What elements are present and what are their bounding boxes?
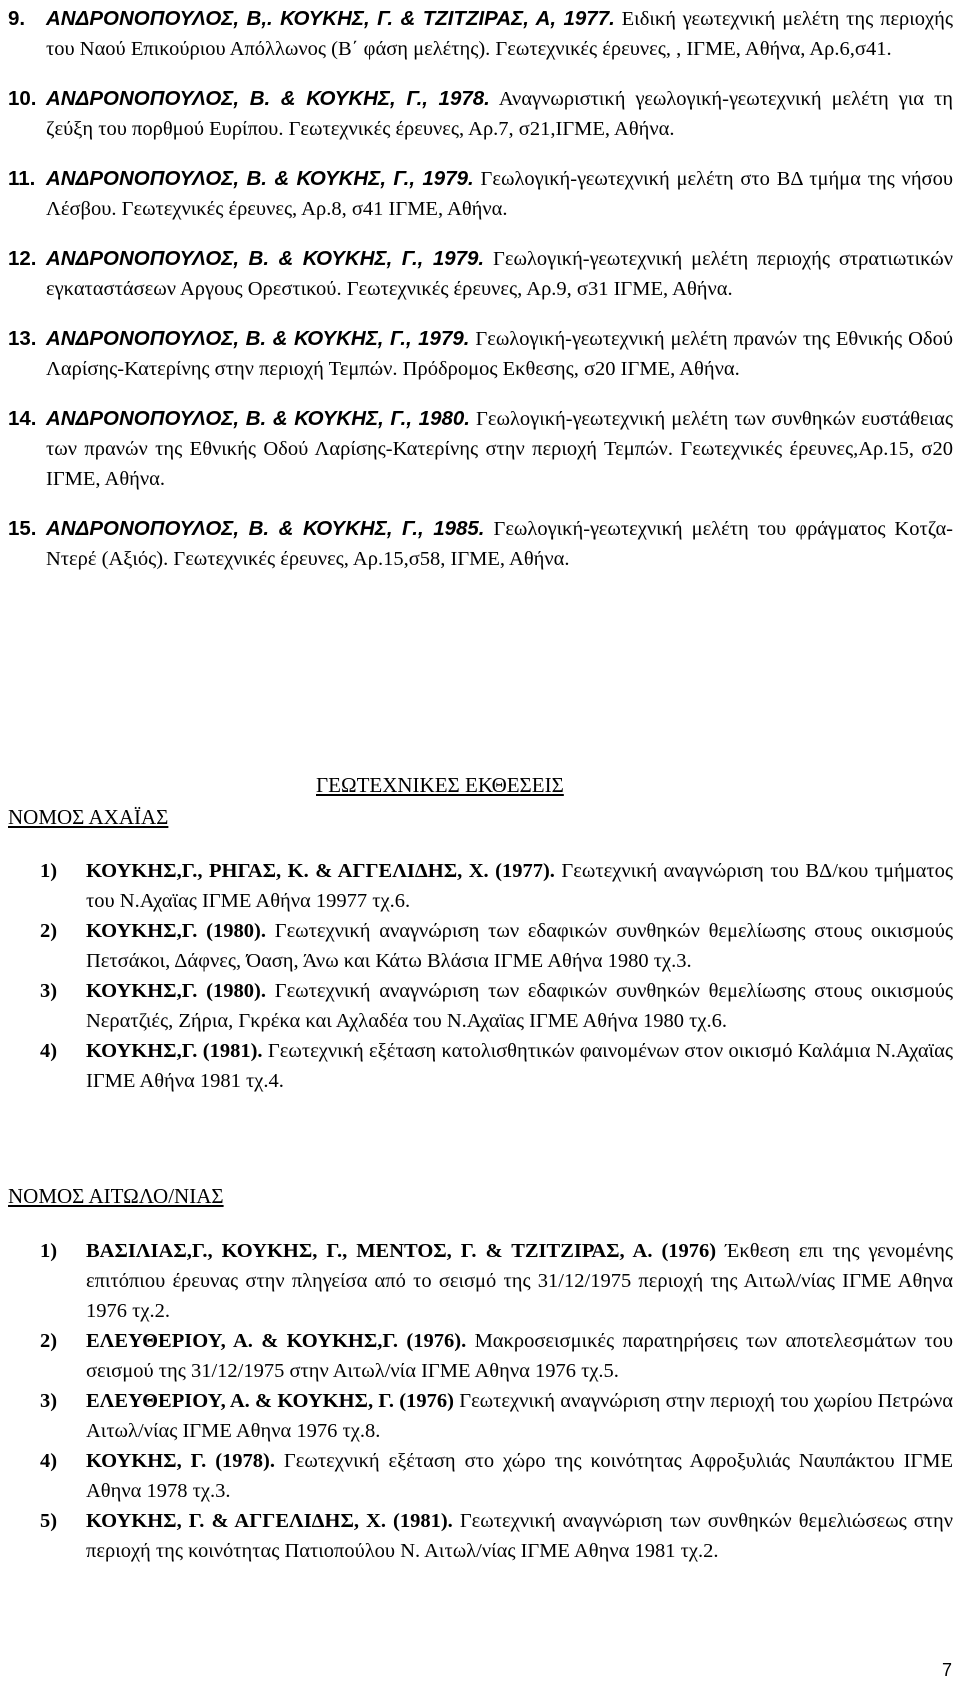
reference-body [46,404,953,494]
report-authors: ΚΟΥΚΗΣ, Γ. & ΑΓΓΕΛΙΔΗΣ, Χ. (1981). [86,1510,453,1532]
report-item [40,1036,953,1096]
reference-authors: ΑΝΔΡΟΝΟΠΟΥΛΟΣ, Β. & ΚΟΥΚΗΣ, Γ., 1985. [46,517,485,540]
reference-body [46,514,953,574]
report-text: Γεωτεχνική αναγνώριση του ΒΔ/κου τμήματος του Ν.Αχαϊας ΙΓΜΕ Αθήνα 19977 τχ.6. [86,860,954,912]
page-number: 7 [941,1660,952,1680]
reference-number: 14. [8,407,37,430]
reference-text: Γεωλογική-γεωτεχνική μελέτη των συνθηκών ευστάθειας των πρανών της Εθνικής Οδού Λαρίσης-Κατερίνης στην περιοχή Τεμπών. Γεωτεχνικές έρευνες,Αρ.15, σ20 ΙΓΜΕ, Αθήνα. [46,408,953,490]
report-number: 1) [40,860,58,882]
report-item [40,856,953,916]
report-list [40,1236,953,1566]
report-body [86,1386,953,1446]
reference-number: 10. [8,87,37,110]
report-number: 2) [40,1330,58,1352]
region-title: ΝΟΜΟΣ ΑΧΑΪΑΣ [8,805,169,829]
reference-item [8,404,953,494]
reference-authors: ΑΝΔΡΟΝΟΠΟΥΛΟΣ, Β. & ΚΟΥΚΗΣ, Γ., 1979. [46,247,485,270]
report-authors: ΚΟΥΚΗΣ,Γ., ΡΗΓΑΣ, Κ. & ΑΓΓΕΛΙΔΗΣ, Χ. (1977). [86,860,555,882]
reference-text: Γεωλογική-γεωτεχνική μελέτη στο ΒΔ τμήμα της νήσου Λέσβου. Γεωτεχνικές έρευνες, Αρ.8, σ41 ΙΓΜΕ, Αθήνα. [46,168,953,220]
report-text: Γεωτεχνική εξέταση στο χώρο της κοινότητας Αφροξυλιάς Ναυπάκτου ΙΓΜΕ Αθηνα 1978 τχ.3. [86,1450,953,1502]
report-text: Γεωτεχνική αναγνώριση στην περιοχή του χωρίου Πετρώνα Αιτωλ/νίας ΙΓΜΕ Αθηνα 1976 τχ.8. [86,1390,953,1442]
report-authors: ΚΟΥΚΗΣ,Γ. (1980). [86,920,266,942]
reference-body [46,4,953,64]
report-body [86,1236,953,1326]
report-item [40,1386,953,1446]
report-authors: ΚΟΥΚΗΣ, Γ. (1978). [86,1450,275,1472]
report-number: 2) [40,920,58,942]
report-text: Έκθεση επι της γενομένης επιτόπιου έρευνας στην πληγείσα από το σεισμό της 31/12/1975 περιοχή της Αιτωλ/νίας ΙΓΜΕ Αθηνα 1976 τχ.2. [86,1240,953,1322]
reference-authors: ΑΝΔΡΟΝΟΠΟΥΛΟΣ, Β. & ΚΟΥΚΗΣ, Γ., 1979. [46,327,470,350]
report-authors: ΕΛΕΥΘΕΡΙΟΥ, Α. & ΚΟΥΚΗΣ,Γ. (1976). [86,1330,467,1352]
reference-text: Ειδική γεωτεχνική μελέτη της περιοχής του Ναού Επικούριου Απόλλωνος (Β΄ φάση μελέτης). Γεωτεχνικές έρευνες, , ΙΓΜΕ, Αθήνα, Αρ.6,σ41. [46,8,953,60]
report-number: 1) [40,1240,58,1262]
report-item [40,1236,953,1326]
report-authors: ΚΟΥΚΗΣ,Γ. (1980). [86,980,266,1002]
reference-item [8,84,953,144]
reference-text: Γεωλογική-γεωτεχνική μελέτη πρανών της Εθνικής Οδού Λαρίσης-Κατερίνης στην περιοχή Τεμπών. Πρόδρομος Εκθεσης, σ20 ΙΓΜΕ, Αθήνα. [46,328,953,380]
reference-body [46,84,953,144]
report-text: Μακροσεισμικές παρατηρήσεις των αποτελεσμάτων του σεισμού της 31/12/1975 στην Αιτωλ/νία ΙΓΜΕ Αθηνα 1976 τχ.5. [86,1330,954,1382]
report-body [86,916,953,976]
report-item [40,1326,953,1386]
report-item [40,976,953,1036]
report-body [86,1326,953,1386]
report-item [40,916,953,976]
region-title: ΝΟΜΟΣ ΑΙΤΩΛΟ/ΝΙΑΣ [8,1184,224,1208]
report-number: 3) [40,980,58,1002]
reference-authors: ΑΝΔΡΟΝΟΠΟΥΛΟΣ, Β. & ΚΟΥΚΗΣ, Γ., 1979. [46,167,474,190]
report-text: Γεωτεχνική εξέταση κατολισθητικών φαινομένων στον οικισμό Καλάμια Ν.Αχαϊας ΙΓΜΕ Αθήνα 1981 τχ.4. [86,1040,953,1092]
report-number: 3) [40,1390,58,1412]
reference-number: 9. [8,7,26,30]
reference-item [8,244,953,304]
reference-text: Γεωλογική-γεωτεχνική μελέτη περιοχής στρατιωτικών εγκαταστάσεων Αργους Ορεστικού. Γεωτεχνικές έρευνες, Αρ.9, σ31 ΙΓΜΕ, Αθήνα. [46,248,954,300]
reference-authors: ΑΝΔΡΟΝΟΠΟΥΛΟΣ, Β. & ΚΟΥΚΗΣ, Γ., 1978. [46,87,490,110]
reference-item [8,4,953,64]
reference-text: Αναγνωριστική γεωλογική-γεωτεχνική μελέτη για τη ζεύξη του πορθμού Ευρίπου. Γεωτεχνικές έρευνες, Αρ.7, σ21,ΙΓΜΕ, Αθήνα. [46,88,953,140]
reference-body [46,244,953,304]
reference-number: 11. [8,167,36,190]
report-authors: ΕΛΕΥΘΕΡΙΟΥ, Α. & ΚΟΥΚΗΣ, Γ. (1976) [86,1390,454,1412]
reference-authors: ΑΝΔΡΟΝΟΠΟΥΛΟΣ, Β. & ΚΟΥΚΗΣ, Γ., 1980. [46,407,470,430]
reference-number: 15. [8,517,37,540]
reference-number: 12. [8,247,37,270]
report-list [40,856,953,1096]
report-authors: ΒΑΣΙΛΙΑΣ,Γ., ΚΟΥΚΗΣ, Γ., ΜΕΝΤΟΣ, Γ. & ΤΖΙΤΖΙΡΑΣ, Α. (1976) [86,1240,717,1262]
report-number: 5) [40,1510,58,1532]
report-body [86,1506,953,1566]
reference-body [46,164,953,224]
report-authors: ΚΟΥΚΗΣ,Γ. (1981). [86,1040,263,1062]
reference-authors: ΑΝΔΡΟΝΟΠΟΥΛΟΣ, Β,. ΚΟΥΚΗΣ, Γ. & ΤΖΙΤΖΙΡΑΣ, Α, 1977. [46,7,615,30]
reference-number: 13. [8,327,37,350]
report-body [86,1446,953,1506]
report-body [86,976,953,1036]
report-number: 4) [40,1040,58,1062]
reference-item [8,514,953,574]
reference-body [46,324,953,384]
report-item [40,1446,953,1506]
section-heading: ΓΕΩΤΕΧΝΙΚΕΣ ΕΚΘΕΣΕΙΣ [316,773,564,797]
reference-item [8,164,953,224]
report-number: 4) [40,1450,58,1472]
report-text: Γεωτεχνική αναγνώριση των συνθηκών θεμελιώσεως στην περιοχή της κοινότητας Πατιοπούλου Ν. Αιτωλ/νίας ΙΓΜΕ Αθηνα 1981 τχ.2. [86,1510,953,1562]
reference-item [8,324,953,384]
report-text: Γεωτεχνική αναγνώριση των εδαφικών συνθηκών θεμελίωσης στους οικισμούς Πετσάκοι, Δάφνες, Όαση, Άνω και Κάτω Βλάσια ΙΓΜΕ Αθήνα 1980 τχ.3. [86,920,953,972]
report-item [40,1506,953,1566]
reference-list [8,4,953,594]
report-text: Γεωτεχνική αναγνώριση των εδαφικών συνθηκών θεμελίωσης στους οικισμούς Νερατζιές, Ζήρια, Γκρέκα και Αχλαδέα του Ν.Αχαϊας ΙΓΜΕ Αθήνα 1980 τχ.6. [86,980,953,1032]
report-body [86,1036,953,1096]
reference-text: Γεωλογική-γεωτεχνική μελέτη του φράγματος Κοτζα-Ντερέ (Αξιός). Γεωτεχνικές έρευνες, Αρ.15,σ58, ΙΓΜΕ, Αθήνα. [46,518,954,570]
report-body [86,856,953,916]
